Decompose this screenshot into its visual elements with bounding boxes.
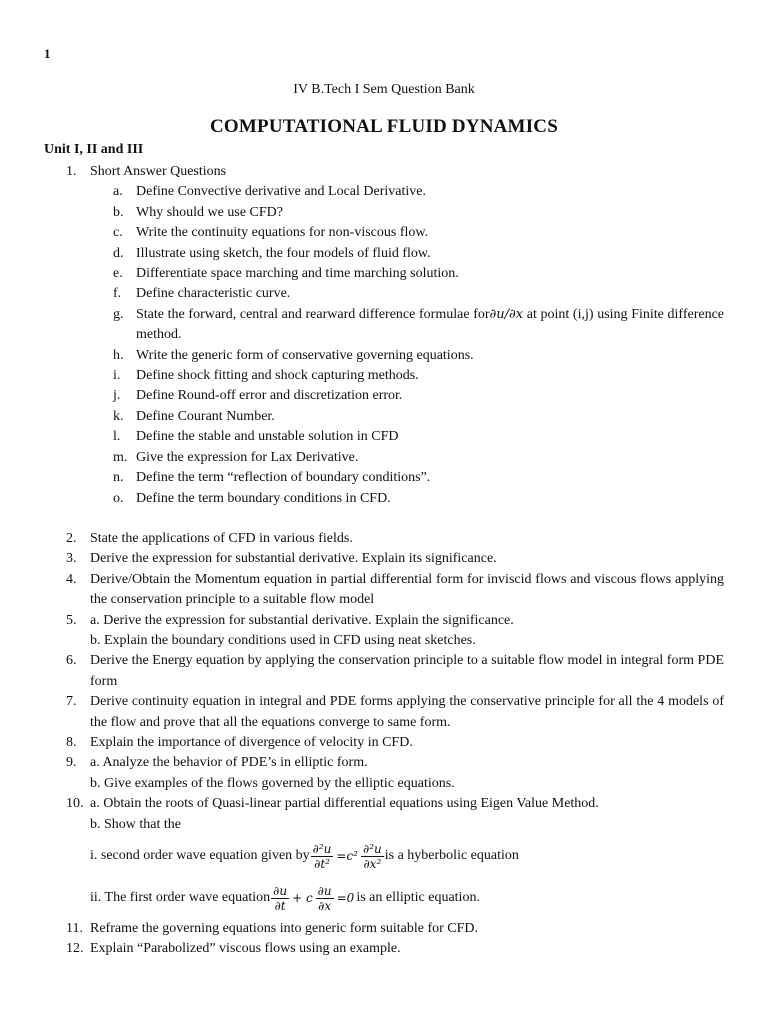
sub-question: b. Why should we use CFD? — [113, 204, 283, 220]
fraction-d2u-dx2: $\frac{\text{∂²u}}{\text{∂x²}}$ — [363, 841, 382, 871]
wave-equation-first-order: ii. The first order wave equation $\frac{\partial u}{\partial t}$ + c $\frac{\partial u}{\partial x}$ =0 is an elliptic equation. — [90, 883, 480, 913]
sub-question: d. Illustrate using sketch, the four models of fluid flow. — [113, 245, 431, 261]
sub-question: f. Define characteristic curve. — [113, 286, 291, 302]
partial-derivative-math: ∂u/∂x — [489, 306, 524, 322]
question-item: 7. Derive continuity equation in integral and PDE forms applying the conservative principle for all the 4 models of the flow and prove that all the equations converge to same form. — [66, 694, 724, 730]
document-header: IV B.Tech I Sem Question Bank — [293, 82, 475, 97]
fraction-d2u-dt2: $\frac{\text{∂²u}}{\text{∂t²}}$ — [312, 841, 332, 871]
question-item: 9. a. Analyze the behavior of PDE’s in elliptic form. — [66, 755, 368, 771]
question-text: Short Answer Questions — [90, 164, 227, 179]
long-question-list — [44, 529, 724, 960]
sub-question-list — [44, 182, 724, 509]
sub-question: n. Define the term “reflection of boundary conditions”. — [113, 470, 431, 486]
question-item: b. Show that the — [90, 816, 181, 832]
sub-question: l. Define the stable and unstable solution in CFD — [113, 429, 399, 445]
question-item: 12. Explain “Parabolized” viscous flows using an example. — [66, 941, 401, 957]
question-item: 10. a. Obtain the roots of Quasi-linear partial differential equations using Eigen Value Method. — [66, 796, 599, 812]
question-item: 3. Derive the expression for substantial derivative. Explain its significance. — [66, 551, 497, 567]
sub-question: c. Write the continuity equations for non-viscous flow. — [113, 225, 429, 241]
document-title: COMPUTATIONAL FLUID DYNAMICS — [210, 116, 558, 137]
sub-question: k. Define Courant Number. — [113, 408, 275, 424]
spacer — [44, 509, 724, 529]
question-item: 5. a. Derive the expression for substantial derivative. Explain the significance. — [66, 612, 514, 628]
sub-question: i. Define shock fitting and shock capturing methods. — [113, 368, 419, 384]
sub-question: o. Define the term boundary conditions in CFD. — [113, 490, 391, 506]
fraction-du-dt: $\frac{\partial u}{\partial t}$ — [273, 883, 288, 913]
sub-question: e. Differentiate space marching and time marching solution. — [113, 266, 459, 282]
question-list — [44, 162, 724, 960]
wave-equation-second-order: i. second order wave equation given by $\frac{\text{∂²u}}{\text{∂t²}}$ =c² $\frac{\text{∂²u}}{\text{∂x²}}$ is a hyberbolic equation — [90, 841, 519, 871]
question-item: 6. Derive the Energy equation by applying the conservation principle to a suitable flow model in integral form PDE form — [66, 653, 724, 689]
sub-question: a. Define Convective derivative and Local Derivative. — [113, 184, 426, 200]
fraction-du-dx: $\frac{\partial u}{\partial x}$ — [317, 883, 332, 913]
question-item: 4. Derive/Obtain the Momentum equation in partial differential form for inviscid flows and viscous flows applying the conservation principle to a suitable flow model — [66, 571, 724, 608]
question-item: 11. Reframe the governing equations into generic form suitable for CFD. — [66, 921, 479, 936]
question-item: 2. State the applications of CFD in various fields. — [66, 530, 353, 546]
sub-question: j. Define Round-off error and discretization error. — [113, 388, 403, 404]
unit-heading: Unit I, II and III — [44, 142, 144, 157]
question-item — [44, 162, 724, 182]
sub-question: g. State the forward, central and rearward difference formulae for∂u/∂x at point (i,j) using Finite difference method. — [113, 306, 724, 343]
question-item: b. Give examples of the flows governed by the elliptic equations. — [90, 775, 455, 791]
page-number: 1 — [44, 46, 51, 61]
sub-question: h. Write the generic form of conservative governing equations. — [113, 347, 474, 363]
question-number: 1. — [66, 164, 77, 179]
question-item: 8. Explain the importance of divergence of velocity in CFD. — [66, 734, 413, 750]
sub-question: m. Give the expression for Lax Derivative. — [113, 449, 359, 465]
question-item: b. Explain the boundary conditions used in CFD using neat sketches. — [90, 632, 476, 648]
